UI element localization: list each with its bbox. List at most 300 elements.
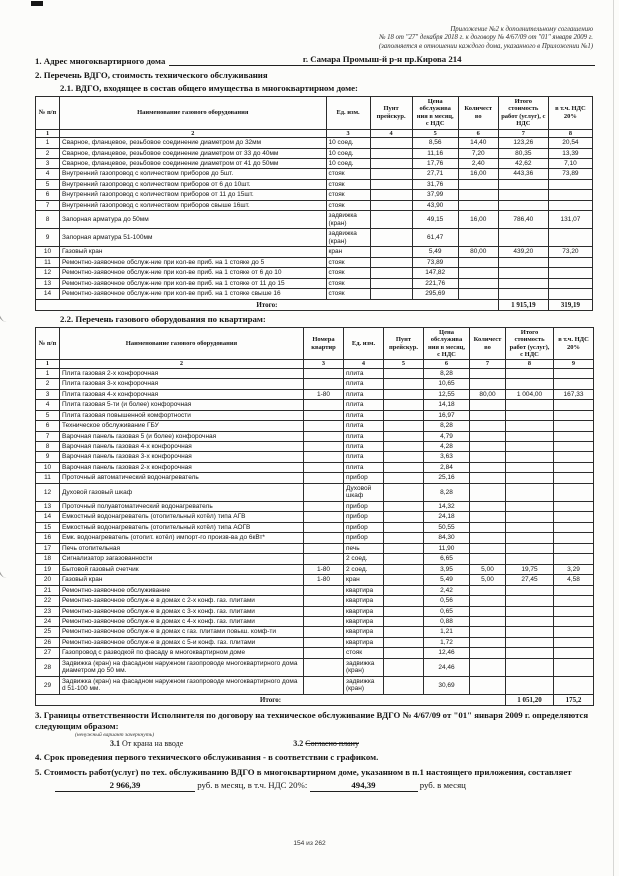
cell-quantity [470,368,506,378]
cell-row-number: 29 [36,676,60,694]
cell-unit: плита [344,368,384,378]
cell-monthly-price: 24,18 [424,512,470,522]
cell-pricelist [370,200,412,210]
cell-vat [554,410,594,420]
section-4-text: 4. Срок проведения первого технического обслуживания - в соответствии с графиком. [35,751,379,762]
table2-header-cell: Наименование газового оборудования [60,327,304,360]
cell-equipment-name: Плита газовая повышенной комфортности [60,410,304,420]
cell-row-number: 4 [36,400,60,410]
cell-total-cost [506,627,554,637]
table-row [36,554,594,564]
table1-column-number: 4 [370,129,412,137]
cell-total-cost: 19,75 [506,564,554,574]
section-5-text: 5. Стоимость работ(услуг) по тех. обслуживанию ВДГО в многоквартирном доме, указанном в п.1 настоящего приложения, составляет [35,766,572,777]
cell-row-number: 5 [36,410,60,420]
table1-column-number: 5 [412,129,458,137]
cell-monthly-price: 49,15 [412,211,458,229]
cell-unit: стояк [326,179,370,189]
cell-apartment-numbers: 1-80 [304,575,344,585]
cell-vat [554,627,594,637]
cell-apartment-numbers [304,400,344,410]
cell-pricelist [384,368,424,378]
cell-quantity [470,473,506,483]
table-row [36,637,594,647]
cell-row-number: 20 [36,575,60,585]
cell-monthly-price: 25,16 [424,473,470,483]
cell-total-cost [506,648,554,658]
table-row [36,462,594,472]
cell-apartment-numbers: 1-80 [304,564,344,574]
cell-vat: 3,29 [554,564,594,574]
cell-monthly-price: 24,46 [424,658,470,676]
cell-unit: прибор [344,533,384,543]
cell-equipment-name: Запорная арматура 51-100мм [60,229,326,247]
cell-pricelist [384,501,424,511]
table1-column-number: 3 [326,129,370,137]
cell-unit: кран [326,247,370,257]
scan-artifact-bracket-bottom [0,552,11,578]
table-row [36,512,594,522]
cell-quantity [470,431,506,441]
cell-quantity: 80,00 [470,389,506,399]
cell-apartment-numbers [304,637,344,647]
cell-quantity [470,637,506,647]
cell-apartment-numbers [304,431,344,441]
cell-unit: стояк [326,190,370,200]
cell-equipment-name: Плита газовая 4-х конфорочная [60,389,304,399]
cell-pricelist [384,400,424,410]
cell-equipment-name: Проточный полуавтоматический водонагреватель [60,501,304,511]
cell-equipment-name: Варочная панель газовая 5 (и более) конфорочная [60,431,304,441]
cell-pricelist [370,148,412,158]
cell-unit: печь [344,543,384,553]
cell-row-number: 6 [36,421,60,431]
cell-total-cost [506,368,554,378]
table-row [36,501,594,511]
cell-apartment-numbers [304,554,344,564]
cell-total-cost [506,421,554,431]
table1-header-cell: Количест во [458,96,498,129]
cell-unit: плита [344,442,384,452]
cell-vat: 73,20 [548,247,592,257]
cell-apartment-numbers [304,627,344,637]
cell-vat [554,533,594,543]
cell-apartment-numbers [304,442,344,452]
table-row [36,421,594,431]
cell-unit: прибор [344,501,384,511]
cell-vat [554,452,594,462]
cell-monthly-price: 5,49 [424,575,470,585]
cost-summary-line [55,780,595,792]
cell-pricelist [370,159,412,169]
cell-row-number: 1 [36,138,60,148]
cell-row-number: 3 [36,159,60,169]
cell-monthly-price: 8,28 [424,483,470,501]
cell-monthly-price: 11,90 [424,543,470,553]
cell-quantity [470,543,506,553]
table1-header-cell: Пунт прейскур. [370,96,412,129]
cell-monthly-price: 221,76 [412,278,458,288]
cell-vat [548,190,592,200]
cell-pricelist [370,229,412,247]
cell-quantity [470,462,506,472]
cell-quantity [470,596,506,606]
cell-pricelist [384,648,424,658]
table-row [36,148,593,158]
cell-equipment-name: Варочная панель газовая 4-х конфорочная [60,442,304,452]
cell-vat [554,606,594,616]
cell-vat [548,268,592,278]
table2-total-row [36,694,594,705]
cell-pricelist [370,247,412,257]
address-row [35,54,595,66]
cell-unit: квартира [344,596,384,606]
cell-pricelist [384,637,424,647]
cell-row-number: 19 [36,564,60,574]
cell-unit: стояк [326,200,370,210]
scan-page-edge [613,0,615,876]
cell-equipment-name: Газовый кран [60,575,304,585]
table2-header-cell: Ед. изм. [344,327,384,360]
cell-row-number: 23 [36,606,60,616]
table1-total-sum: 1 915,19 [498,299,548,310]
cell-monthly-price: 12,55 [424,389,470,399]
cell-monthly-price: 147,82 [412,268,458,278]
table-row [36,564,594,574]
cell-pricelist [384,442,424,452]
cell-total-cost [506,442,554,452]
cell-equipment-name: Духовой газовый шкаф [60,483,304,501]
cell-apartment-numbers [304,585,344,595]
cell-unit: стояк [326,289,370,299]
cell-total-cost [506,543,554,553]
cell-row-number: 5 [36,179,60,189]
responsibility-options [110,739,595,748]
table2-header-cell: Номера квартир [304,327,344,360]
table-row [36,533,594,543]
cell-pricelist [384,616,424,626]
cell-unit: стояк [326,278,370,288]
cell-unit: 10 соед. [326,148,370,158]
cell-total-cost [506,637,554,647]
cell-pricelist [384,585,424,595]
cell-quantity [470,585,506,595]
option-3-1-text: От крана на вводе [122,738,184,748]
cell-row-number: 12 [36,483,60,501]
cell-total-cost [506,452,554,462]
table2-header-cell: № п/п [36,327,60,360]
cell-quantity: 5,00 [470,564,506,574]
cell-unit: 10 соед. [326,138,370,148]
cell-row-number: 8 [36,442,60,452]
cell-pricelist [384,452,424,462]
cell-pricelist [384,421,424,431]
table2-header-row [36,327,594,360]
cell-row-number: 18 [36,554,60,564]
cell-monthly-price: 3,95 [424,564,470,574]
cell-row-number: 17 [36,543,60,553]
cell-equipment-name: Газопровод с разводкой по фасаду в многоквартирном доме [60,648,304,658]
cell-vat: 4,58 [554,575,594,585]
cell-row-number: 9 [36,452,60,462]
table-row [36,169,593,179]
section-3-title: 3. Границы ответственности Исполнителя по договору на техническое обслуживание ВДГО № 4/67/09 от "01" января 2009 г. определяются следующим образом: [35,709,589,731]
cell-quantity [470,421,506,431]
table-row [36,410,594,420]
cell-apartment-numbers [304,522,344,532]
cell-apartment-numbers [304,501,344,511]
cell-total-cost [498,268,548,278]
vat-total-value: 494,39 [310,780,418,792]
cell-vat [554,648,594,658]
cell-vat: 20,54 [548,138,592,148]
cell-unit: квартира [344,616,384,626]
cell-vat [548,257,592,267]
cell-total-cost [506,379,554,389]
cell-row-number: 22 [36,596,60,606]
cell-total-cost: 42,62 [498,159,548,169]
cell-unit: прибор [344,522,384,532]
section-3-note: (ненужный вариант зачеркнуть) [75,731,155,738]
cell-vat [554,442,594,452]
cell-quantity [470,400,506,410]
cell-equipment-name: Внутренний газопровод с количеством приборов от 6 до 10шт. [60,179,326,189]
cell-row-number: 25 [36,627,60,637]
cell-quantity: 14,40 [458,138,498,148]
cell-row-number: 15 [36,522,60,532]
cell-pricelist [370,179,412,189]
cell-row-number: 14 [36,289,60,299]
cell-quantity [470,676,506,694]
page-number: 154 из 262 [293,840,326,847]
cell-quantity [470,606,506,616]
table1-header-cell: Наименование газового оборудования [60,96,326,129]
cell-row-number: 28 [36,658,60,676]
cell-total-cost: 786,40 [498,211,548,229]
table1-column-number: 1 [36,129,60,137]
table-row [36,247,593,257]
table2-header-cell: в т.ч. НДС 20% [554,327,594,360]
cell-row-number: 13 [36,278,60,288]
cell-apartment-numbers [304,616,344,626]
cell-unit: квартира [344,606,384,616]
cell-row-number: 13 [36,501,60,511]
cell-total-cost [506,533,554,543]
cell-total-cost [506,501,554,511]
cell-pricelist [370,211,412,229]
cell-vat [554,483,594,501]
option-3-1-number: 3.1 [110,738,120,748]
section-2-title: 2. Перечень ВДГО, стоимость технического обслуживания [35,69,268,80]
cell-quantity [470,410,506,420]
cell-equipment-name: Ремонтно-заявочное обслуж-ние при кол-ве приб. на 1 стояке от 6 до 10 [60,268,326,278]
cell-equipment-name: Ремонтно-заявочное обслуж-ние при кол-ве приб. на 1 стояке до 5 [60,257,326,267]
vdgo-common-property-table [35,96,593,311]
cell-vat [554,522,594,532]
table-row [36,676,594,694]
table-row [36,190,593,200]
cell-total-cost [506,522,554,532]
cell-total-cost [506,400,554,410]
cell-monthly-price: 1,72 [424,637,470,647]
cell-unit: 10 соед. [326,159,370,169]
cell-apartment-numbers [304,473,344,483]
cell-apartment-numbers [304,452,344,462]
cell-monthly-price: 8,28 [424,368,470,378]
cell-equipment-name: Газовый кран [60,247,326,257]
table1-column-number: 6 [458,129,498,137]
cell-pricelist [384,462,424,472]
cell-pricelist [384,606,424,616]
cell-row-number: 11 [36,257,60,267]
cell-row-number: 6 [36,190,60,200]
cell-monthly-price: 1,21 [424,627,470,637]
cell-total-cost [498,200,548,210]
cell-unit: квартира [344,627,384,637]
cell-quantity [470,648,506,658]
cell-pricelist [384,389,424,399]
monthly-total-value: 2 966,39 [55,780,195,792]
cell-unit: плита [344,431,384,441]
cell-vat [554,431,594,441]
cell-pricelist [384,379,424,389]
cell-unit: кран [344,575,384,585]
cell-unit: задвижка (кран) [326,211,370,229]
table-row [36,229,593,247]
vat-total-suffix: руб. в месяц [419,779,466,790]
cell-total-cost [506,512,554,522]
table-row [36,473,594,483]
cell-vat [554,512,594,522]
cell-total-cost [498,190,548,200]
cell-monthly-price: 43,90 [412,200,458,210]
table2-total-label: Итого: [36,694,506,705]
cell-total-cost [506,596,554,606]
cell-equipment-name: Проточный автоматический водонагреватель [60,473,304,483]
table-row [36,452,594,462]
cell-apartment-numbers [304,606,344,616]
appendix-note-line2: № 18 от "27" декабря 2018 г. к договору № 4/67/09 от "01" января 2009 г. [379,34,593,42]
table-row [36,200,593,210]
cell-vat [554,368,594,378]
cell-row-number: 7 [36,431,60,441]
cell-total-cost: 443,36 [498,169,548,179]
cell-unit: 2 соед. [344,554,384,564]
cell-vat [554,596,594,606]
cell-apartment-numbers [304,533,344,543]
cell-equipment-name: Печь отопительная [60,543,304,553]
cell-vat [554,501,594,511]
cell-unit: квартира [344,637,384,647]
table-row [36,585,594,595]
cell-quantity [458,190,498,200]
cell-monthly-price: 0,56 [424,596,470,606]
cell-quantity [458,289,498,299]
section-2-2-title: 2.2. Перечень газового оборудования по квартирам: [60,314,266,325]
cell-quantity [470,483,506,501]
cell-monthly-price: 8,56 [412,138,458,148]
cell-pricelist [384,564,424,574]
cell-pricelist [370,289,412,299]
cell-quantity [470,501,506,511]
table-row [36,268,593,278]
cell-vat [554,658,594,676]
cell-quantity [470,452,506,462]
option-3-2-number: 3.2 [293,738,304,748]
cell-total-cost [498,179,548,189]
cell-equipment-name: Внутренний газопровод с количеством приборов до 5шт. [60,169,326,179]
table-row [36,658,594,676]
cell-total-cost [498,257,548,267]
cell-quantity [458,268,498,278]
cell-monthly-price: 84,30 [424,533,470,543]
table-row [36,543,594,553]
cell-vat [548,179,592,189]
cell-apartment-numbers [304,379,344,389]
cell-pricelist [384,543,424,553]
cell-row-number: 9 [36,229,60,247]
cell-total-cost [506,554,554,564]
table-row [36,138,593,148]
cell-total-cost [506,462,554,472]
cell-equipment-name: Сварное, фланцевое, резьбовое соединение диаметром от 33 до 40мм [60,148,326,158]
cell-quantity [458,179,498,189]
cell-row-number: 7 [36,200,60,210]
cell-row-number: 11 [36,473,60,483]
cell-apartment-numbers [304,410,344,420]
cell-monthly-price: 14,18 [424,400,470,410]
table-row [36,575,594,585]
table1-header-cell: Итого стоимость работ (услуг), с НДС [498,96,548,129]
cell-quantity [470,379,506,389]
cell-pricelist [384,431,424,441]
cell-pricelist [384,575,424,585]
table-row [36,400,594,410]
option-3-2 [293,739,359,748]
cell-quantity [470,442,506,452]
monthly-total-suffix: руб. в месяц, в т.ч. НДС 20%: [197,779,308,790]
cell-row-number: 12 [36,268,60,278]
cell-vat [548,278,592,288]
cell-quantity [458,257,498,267]
cell-unit: плита [344,452,384,462]
cell-equipment-name: Ремонтно-заявочное обслуж-ние при кол-ве приб. на 1 стояке свыше 16 [60,289,326,299]
cell-total-cost [506,431,554,441]
cell-equipment-name: Плита газовая 3-х конфорочная [60,379,304,389]
cell-monthly-price: 73,89 [412,257,458,267]
cell-unit: плита [344,421,384,431]
cell-unit: задвижка (кран) [344,658,384,676]
address-label: 1. Адрес многоквартирного дома [35,56,166,67]
cell-total-cost [498,229,548,247]
cell-apartment-numbers [304,512,344,522]
cell-unit: плита [344,462,384,472]
cell-pricelist [370,257,412,267]
table-row [36,483,594,501]
cell-equipment-name: Ремонтно-заявочное обслуж-е в домах с газ. плитами повыш. комф-ти [60,627,304,637]
cell-equipment-name: Сигнализатор загазованности [60,554,304,564]
table-row [36,179,593,189]
cell-pricelist [370,268,412,278]
cell-equipment-name: Бытовой газовый счетчик [60,564,304,574]
table1-header-row [36,96,593,129]
table-row [36,211,593,229]
cell-monthly-price: 10,65 [424,379,470,389]
cell-total-cost [506,483,554,501]
table1-total-row [36,299,593,310]
cell-unit: плита [344,410,384,420]
cell-total-cost: 80,35 [498,148,548,158]
